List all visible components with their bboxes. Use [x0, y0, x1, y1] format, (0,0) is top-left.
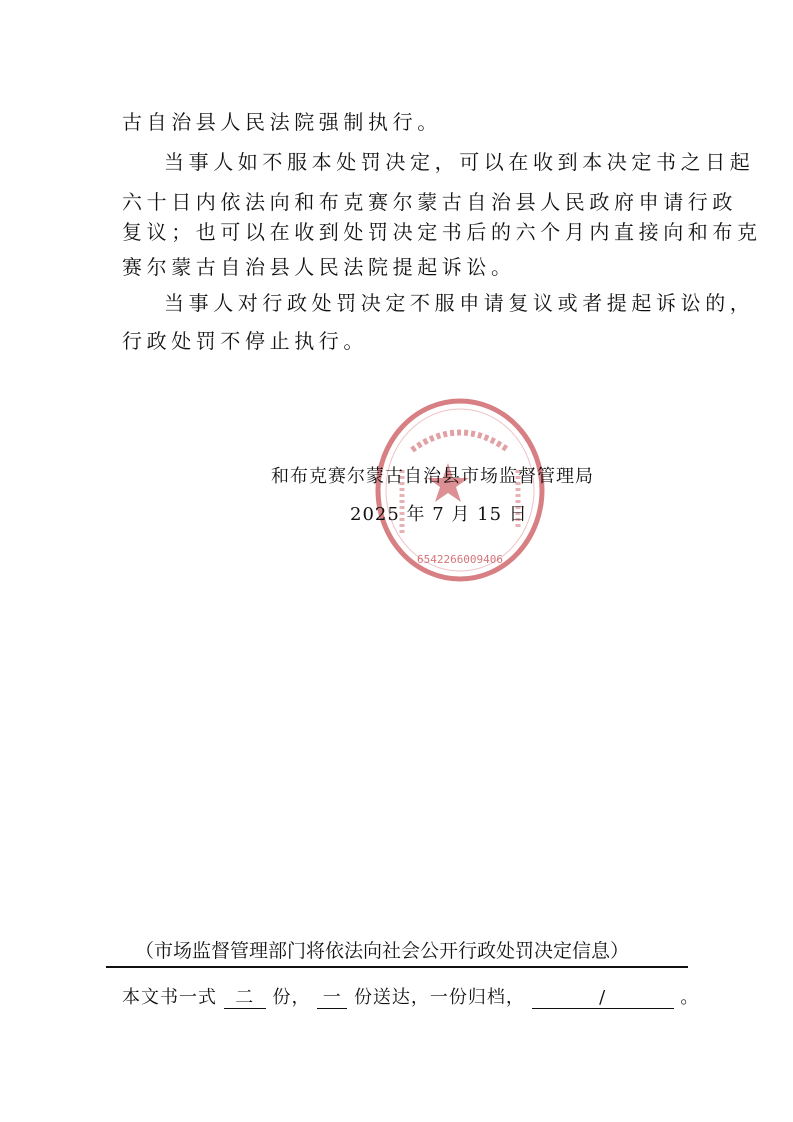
body-paragraph-line: 当事人对行政处罚决定不服申请复议或者提起诉讼的， [164, 291, 755, 315]
copies-statement [122, 983, 699, 1009]
copies-end: 。 [680, 987, 700, 1008]
issuing-organization: 和布克赛尔蒙古自治县市场监督管理局 [271, 466, 594, 487]
recipient-blank: / [532, 988, 674, 1009]
body-paragraph-line: 赛尔蒙古自治县人民法院提起诉讼。 [122, 255, 516, 279]
copies-served-blank: 一 [317, 988, 347, 1009]
seal-number: 6542266009406 [416, 553, 504, 566]
public-disclosure-notice: （市场监督管理部门将依法向社会公开行政处罚决定信息） [135, 940, 630, 962]
copies-prefix: 本文书一式 [122, 987, 217, 1008]
body-paragraph-line: 当事人如不服本处罚决定，可以在收到本决定书之日起 [164, 150, 755, 174]
body-paragraph-line: 六十日内依法向和布克赛尔蒙古自治县人民政府申请行政 [122, 190, 737, 214]
body-paragraph-line: 行政处罚不停止执行。 [122, 329, 368, 353]
body-paragraph-line: 古自治县人民法院强制执行。 [122, 110, 442, 134]
copies-total-blank: 二 [224, 988, 266, 1009]
copies-middle: 份送达，一份归档， [353, 987, 525, 1008]
issue-date: 2025 年 7 月 15 日 [350, 504, 528, 525]
body-paragraph-line: 复议；也可以在收到处罚决定书后的六个月内直接向和布克 [122, 220, 762, 244]
divider-line [106, 966, 688, 968]
copies-unit: 份， [272, 987, 311, 1008]
official-seal-stamp [372, 395, 548, 585]
